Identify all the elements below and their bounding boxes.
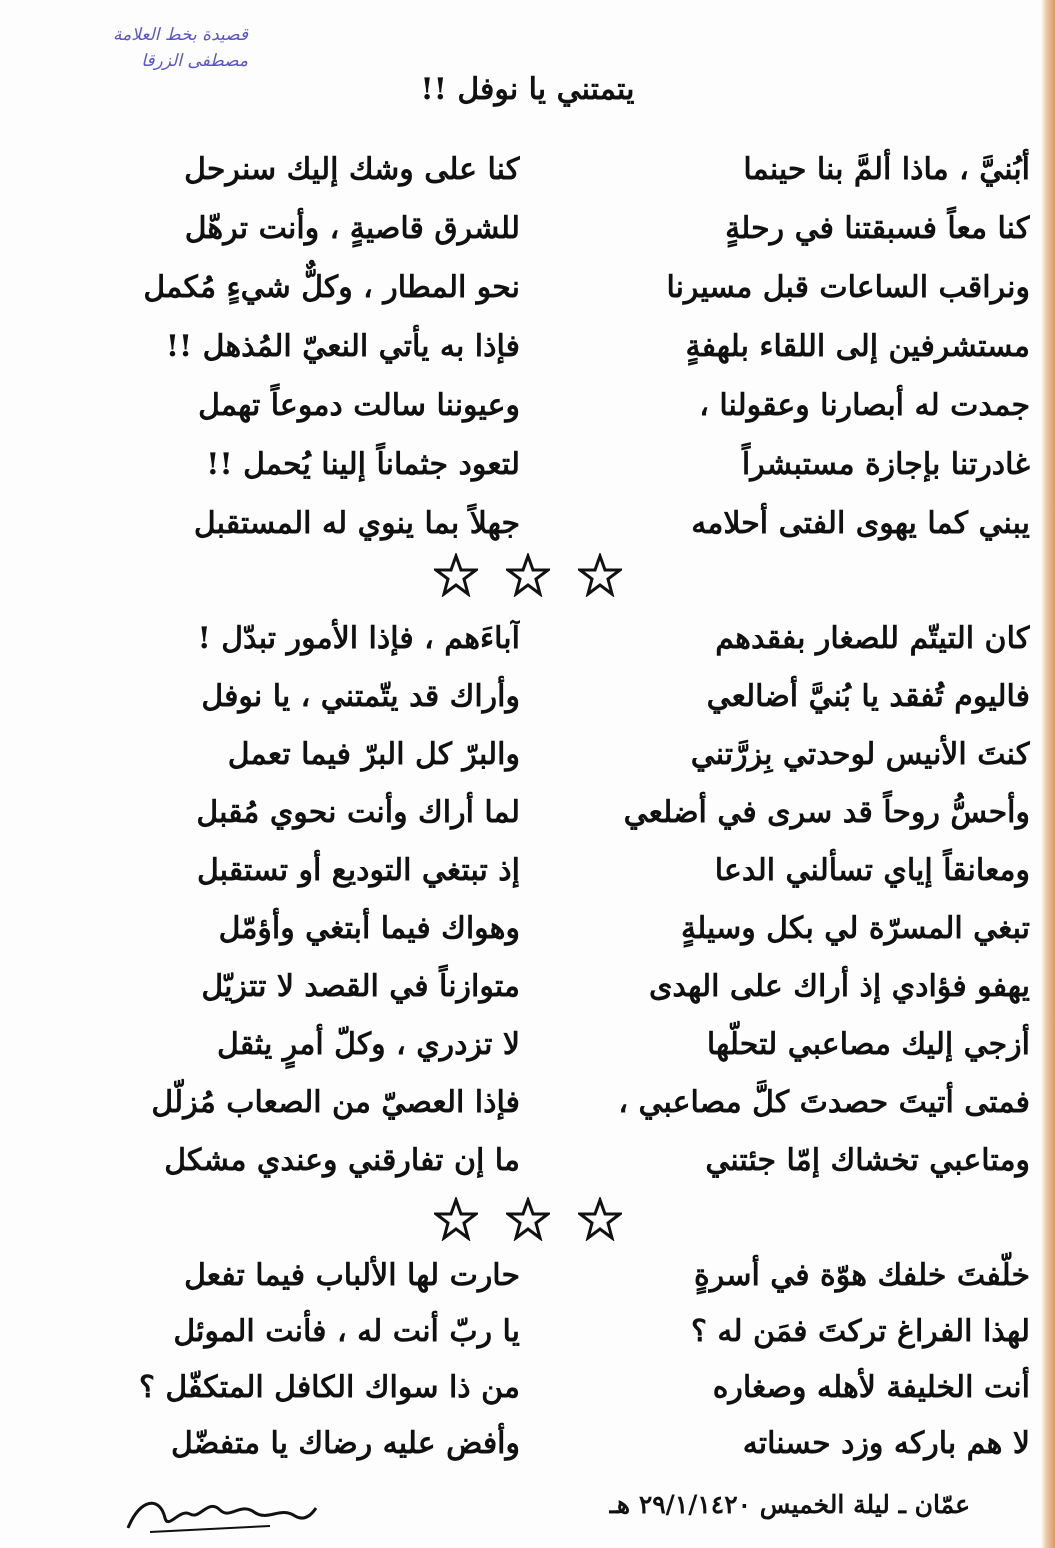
stanza-1 xyxy=(40,140,1030,553)
verse-first-half: مستشرفين إلى اللقاء بلهفةٍ xyxy=(685,329,1030,364)
verse-second-half: وأراك قد يتّمتني ، يا نوفل xyxy=(201,679,520,714)
verse-line xyxy=(40,1132,1030,1190)
star-icon xyxy=(506,547,550,598)
verse-second-half: والبرّ كل البرّ فيما تعمل xyxy=(227,737,520,772)
star-icon xyxy=(434,547,478,598)
verse-second-half: من ذا سواك الكافل المتكفّل ؟ xyxy=(138,1370,520,1405)
stanza-3 xyxy=(40,1248,1030,1472)
verse-line xyxy=(40,668,1030,726)
verse-second-half: لا تزدري ، وكلّ أمرٍ يثقل xyxy=(217,1027,520,1062)
verse-line xyxy=(40,1416,1030,1472)
verse-first-half: ومعانقاً إياي تسألني الدعا xyxy=(714,853,1030,888)
verse-second-half: فإذا العصيّ من الصعاب مُزلّل xyxy=(151,1085,520,1120)
header-note-line2: مصطفى الزرقا xyxy=(141,51,248,71)
verse-first-half: أنت الخليفة لأهله وصغاره xyxy=(712,1370,1030,1405)
verse-second-half: للشرق قاصيةٍ ، وأنت ترهّل xyxy=(184,211,520,246)
verse-first-half: فاليوم تُفقد يا بُنيَّ أضالعي xyxy=(706,679,1030,714)
verse-line xyxy=(40,1074,1030,1132)
verse-second-half: وهواك فيما أبتغي وأؤمّل xyxy=(218,911,520,946)
verse-first-half: خلّفتَ خلفك هوّة في أسرةٍ xyxy=(694,1258,1030,1293)
verse-line xyxy=(40,1304,1030,1360)
verse-first-half: أبُنيَّ ، ماذا ألمَّ بنا حينما xyxy=(743,152,1030,187)
verse-first-half: تبغي المسرّة لي بكل وسيلةٍ xyxy=(681,911,1030,946)
verse-first-half: يهفو فؤادي إذ أراك على الهدى xyxy=(648,969,1030,1004)
verse-second-half: ما إن تفارقني وعندي مشكل xyxy=(164,1143,520,1178)
verse-second-half: إذ تبتغي التوديع أو تستقبل xyxy=(196,853,520,888)
verse-second-half: متوازناً في القصد لا تتزيّل xyxy=(201,969,520,1004)
verse-second-half: حارت لها الألباب فيما تفعل xyxy=(184,1258,520,1293)
verse-first-half: لهذا الفراغ تركتَ فمَن له ؟ xyxy=(690,1314,1030,1349)
handwritten-signature xyxy=(120,1488,320,1538)
poem-title: يتمتني يا نوفل !! xyxy=(420,72,635,107)
verse-line xyxy=(40,610,1030,668)
verse-first-half: وأحسُّ روحاً قد سرى في أضلعي xyxy=(623,795,1030,830)
verse-second-half: وعيوننا سالت دموعاً تهمل xyxy=(198,388,520,423)
verse-first-half: جمدت له أبصارنا وعقولنا ، xyxy=(699,388,1030,423)
verse-second-half: يا ربّ أنت له ، فأنت الموئل xyxy=(173,1314,520,1349)
verse-first-half: ومتاعبي تخشاك إمّا جئتني xyxy=(705,1143,1030,1178)
verse-first-half: ونراقب الساعات قبل مسيرنا xyxy=(666,270,1030,305)
verse-line xyxy=(40,376,1030,435)
verse-second-half: لتعود جثماناً إلينا يُحمل !! xyxy=(206,447,520,482)
dateline: عمّان ـ ليلة الخميس ٢٩/١/١٤٢٠ هـ xyxy=(609,1490,970,1519)
verse-second-half: فإذا به يأتي النعيّ المُذهل !! xyxy=(165,329,520,364)
header-note xyxy=(18,22,248,74)
verse-second-half: جهلاً بما ينوي له المستقبل xyxy=(193,506,520,541)
verse-second-half: لما أراك وأنت نحوي مُقبل xyxy=(196,795,520,830)
verse-line xyxy=(40,140,1030,199)
verse-line xyxy=(40,958,1030,1016)
verse-second-half: نحو المطار ، وكلٌّ شيءٍ مُكمل xyxy=(143,270,520,305)
verse-line xyxy=(40,1248,1030,1304)
verse-first-half: لا هم باركه وزد حسناته xyxy=(742,1426,1030,1461)
verse-line xyxy=(40,1016,1030,1074)
verse-first-half: كنتَ الأنيس لوحدتي بِزرَّتني xyxy=(690,737,1030,772)
verse-first-half: كنا معاً فسبقتنا في رحلةٍ xyxy=(725,211,1030,246)
star-icon xyxy=(578,1191,622,1242)
verse-second-half: وأفض عليه رضاك يا متفضّل xyxy=(170,1426,520,1461)
verse-second-half: آباءَهم ، فإذا الأمور تبدّل ! xyxy=(197,621,520,656)
star-separator xyxy=(0,548,1055,598)
verse-line xyxy=(40,842,1030,900)
verse-line xyxy=(40,494,1030,553)
verse-line xyxy=(40,784,1030,842)
verse-second-half: كنا على وشك إليك سنرحل xyxy=(184,152,520,187)
verse-first-half: فمتى أتيتَ حصدتَ كلَّ مصاعبي ، xyxy=(618,1085,1030,1120)
verse-line xyxy=(40,1360,1030,1416)
star-icon xyxy=(506,1191,550,1242)
scan-edge xyxy=(1041,0,1055,1548)
verse-line xyxy=(40,435,1030,494)
verse-first-half: يبني كما يهوى الفتى أحلامه xyxy=(691,506,1030,541)
verse-line xyxy=(40,900,1030,958)
verse-line xyxy=(40,199,1030,258)
verse-first-half: أزجي إليك مصاعبي لتحلّها xyxy=(706,1027,1030,1062)
verse-first-half: غادرتنا بإجازة مستبشراً xyxy=(741,447,1030,482)
header-note-line1: قصيدة بخط العلامة xyxy=(113,25,248,45)
verse-line xyxy=(40,726,1030,784)
verse-line xyxy=(40,258,1030,317)
verse-line xyxy=(40,317,1030,376)
star-icon xyxy=(578,547,622,598)
stanza-2 xyxy=(40,610,1030,1190)
star-icon xyxy=(434,1191,478,1242)
star-separator xyxy=(0,1192,1055,1242)
verse-first-half: كان التيتّم للصغار بفقدهم xyxy=(715,621,1030,656)
